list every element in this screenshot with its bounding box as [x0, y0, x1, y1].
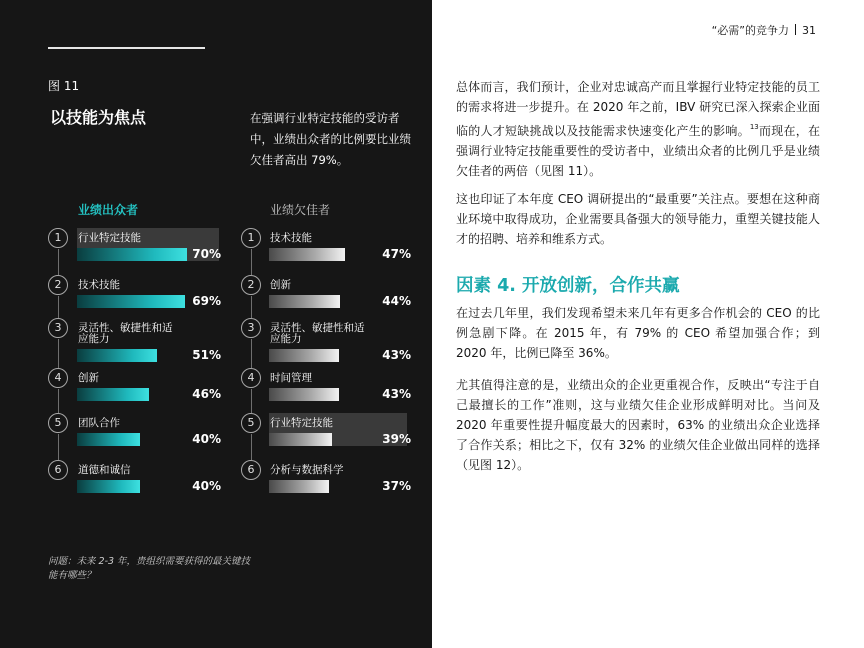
outperformer-connector-line — [58, 389, 59, 413]
underperformer-value-label: 43% — [382, 387, 411, 401]
outperformer-skill-label: 创新 — [78, 372, 99, 384]
underperformer-bar-5 — [269, 433, 332, 446]
outperformer-bar-2 — [77, 295, 185, 308]
outperformer-skill-label: 行业特定技能 — [78, 232, 141, 244]
underperformer-bar-4 — [269, 388, 339, 401]
underperformer-connector-line — [251, 389, 252, 413]
outperformer-bar-1 — [77, 248, 187, 261]
underperformer-skill-label: 技术技能 — [270, 232, 312, 244]
underperformer-skill-label: 行业特定技能 — [270, 417, 333, 429]
underperformer-value-label: 37% — [382, 479, 411, 493]
underperformer-bar-3 — [269, 349, 339, 362]
underperformer-value-label: 47% — [382, 247, 411, 261]
underperformer-value-label: 44% — [382, 294, 411, 308]
outperformer-skill-label: 灵活性、敏捷性和适 — [78, 322, 173, 334]
paragraph-1 — [456, 77, 820, 181]
footnote-ref-13[interactable]: 13 — [749, 123, 759, 131]
page-number: 31 — [802, 24, 816, 37]
outperformer-rank-1: 1 — [48, 228, 68, 248]
figure-title: 以技能为焦点 — [50, 108, 147, 127]
underperformer-connector-line — [251, 339, 252, 368]
outperformer-value-label: 40% — [192, 432, 221, 446]
outperformer-connector-line — [58, 296, 59, 318]
outperformer-skill-label: 应能力 — [78, 333, 110, 345]
paragraph-2: 这也印证了本年度 CEO 调研提出的“最重要”关注点。要想在这种商业环境中取得成功，企业需要具备强大的领导能力，重塑关键技能人才的招聘、培养和维系方式。 — [456, 192, 820, 246]
underperformer-bar-2 — [269, 295, 340, 308]
paragraph-3: 在过去几年里，我们发现希望未来几年有更多合作机会的 CEO 的比例急剧下降。在 2015 年，有 79% 的 CEO 希望加强合作；到 2020 年，比例已降至 36%。 — [456, 306, 820, 360]
underperformer-rank-5: 5 — [241, 413, 261, 433]
outperformer-rank-6: 6 — [48, 460, 68, 480]
header-separator — [795, 24, 796, 35]
figure-label: 图 11 — [48, 79, 80, 93]
underperformer-bar-6 — [269, 480, 329, 493]
figure-description: 在强调行业特定技能的受访者中，业绩出众者的比例要比业绩欠佳者高出 79%。 — [250, 111, 411, 167]
outperformer-connector-line — [58, 249, 59, 275]
underperformer-bar-1 — [269, 248, 345, 261]
outperformer-bar-6 — [77, 480, 140, 493]
outperformer-value-label: 46% — [192, 387, 221, 401]
underperformer-connector-line — [251, 249, 252, 275]
outperformer-skill-label: 道德和诚信 — [78, 464, 131, 476]
underperformer-rank-6: 6 — [241, 460, 261, 480]
paragraph-4: 尤其值得注意的是，业绩出众的企业更重视合作，反映出“专注于自己最擅长的工作”准则，这与业绩欠佳企业形成鲜明对比。当问及 2020 年重要性提升幅度最大的因素时，63% 的业绩出众企业选择了合作关系；相比之下，仅有 32% 的业绩欠佳企业做出同样的选择（见图 12）。 — [456, 378, 820, 472]
underperformer-value-label: 43% — [382, 348, 411, 362]
outperformer-connector-line — [58, 434, 59, 460]
underperformer-rank-3: 3 — [241, 318, 261, 338]
underperformer-value-label: 39% — [382, 432, 411, 446]
outperformer-rank-5: 5 — [48, 413, 68, 433]
underperformer-skill-label: 分析与数据科学 — [270, 464, 344, 476]
underperformer-skill-label: 时间管理 — [270, 372, 312, 384]
outperformer-skill-label: 技术技能 — [78, 279, 120, 291]
outperformer-skill-label: 团队合作 — [78, 417, 120, 429]
divider-rule — [48, 47, 205, 49]
underperformer-column-title: 业绩欠佳者 — [270, 203, 331, 217]
outperformer-value-label: 70% — [192, 247, 221, 261]
underperformer-connector-line — [251, 296, 252, 318]
paragraph-1-cont: 而现在，在强调行业特定技能重要性的受访者中，业绩出众者的比例几乎是业绩欠佳者的两倍（见图 11）。 — [456, 124, 820, 178]
section-heading: 因素 4. 开放创新，合作共赢 — [456, 276, 680, 296]
underperformer-skill-label: 创新 — [270, 279, 291, 291]
underperformer-rank-2: 2 — [241, 275, 261, 295]
outperformer-rank-4: 4 — [48, 368, 68, 388]
outperformer-bar-3 — [77, 349, 157, 362]
underperformer-skill-label: 灵活性、敏捷性和适 — [270, 322, 365, 334]
survey-question: 问题：未来 2-3 年，贵组织需要获得的最关键技能有哪些？ — [48, 556, 251, 581]
underperformer-rank-1: 1 — [241, 228, 261, 248]
page-header — [712, 22, 816, 38]
underperformer-skill-label: 应能力 — [270, 333, 302, 345]
outperformer-value-label: 69% — [192, 294, 221, 308]
text-panel — [432, 0, 864, 648]
underperformer-connector-line — [251, 434, 252, 460]
outperformer-rank-3: 3 — [48, 318, 68, 338]
outperformer-bar-4 — [77, 388, 149, 401]
outperformer-value-label: 51% — [192, 348, 221, 362]
outperformer-column-title: 业绩出众者 — [78, 203, 139, 217]
outperformer-connector-line — [58, 339, 59, 368]
outperformer-bar-5 — [77, 433, 140, 446]
outperformer-rank-2: 2 — [48, 275, 68, 295]
outperformer-value-label: 40% — [192, 479, 221, 493]
paragraph-1-text: 总体而言，我们预计，企业对忠诚高产而且掌握行业特定技能的员工的需求将进一步提升。在 2020 年之前，IBV 研究已深入探索企业面临的人才短缺挑战以及技能需求快速变化产生的影响。 — [456, 80, 820, 138]
underperformer-rank-4: 4 — [241, 368, 261, 388]
report-title: “必需”的竞争力 — [711, 24, 789, 37]
